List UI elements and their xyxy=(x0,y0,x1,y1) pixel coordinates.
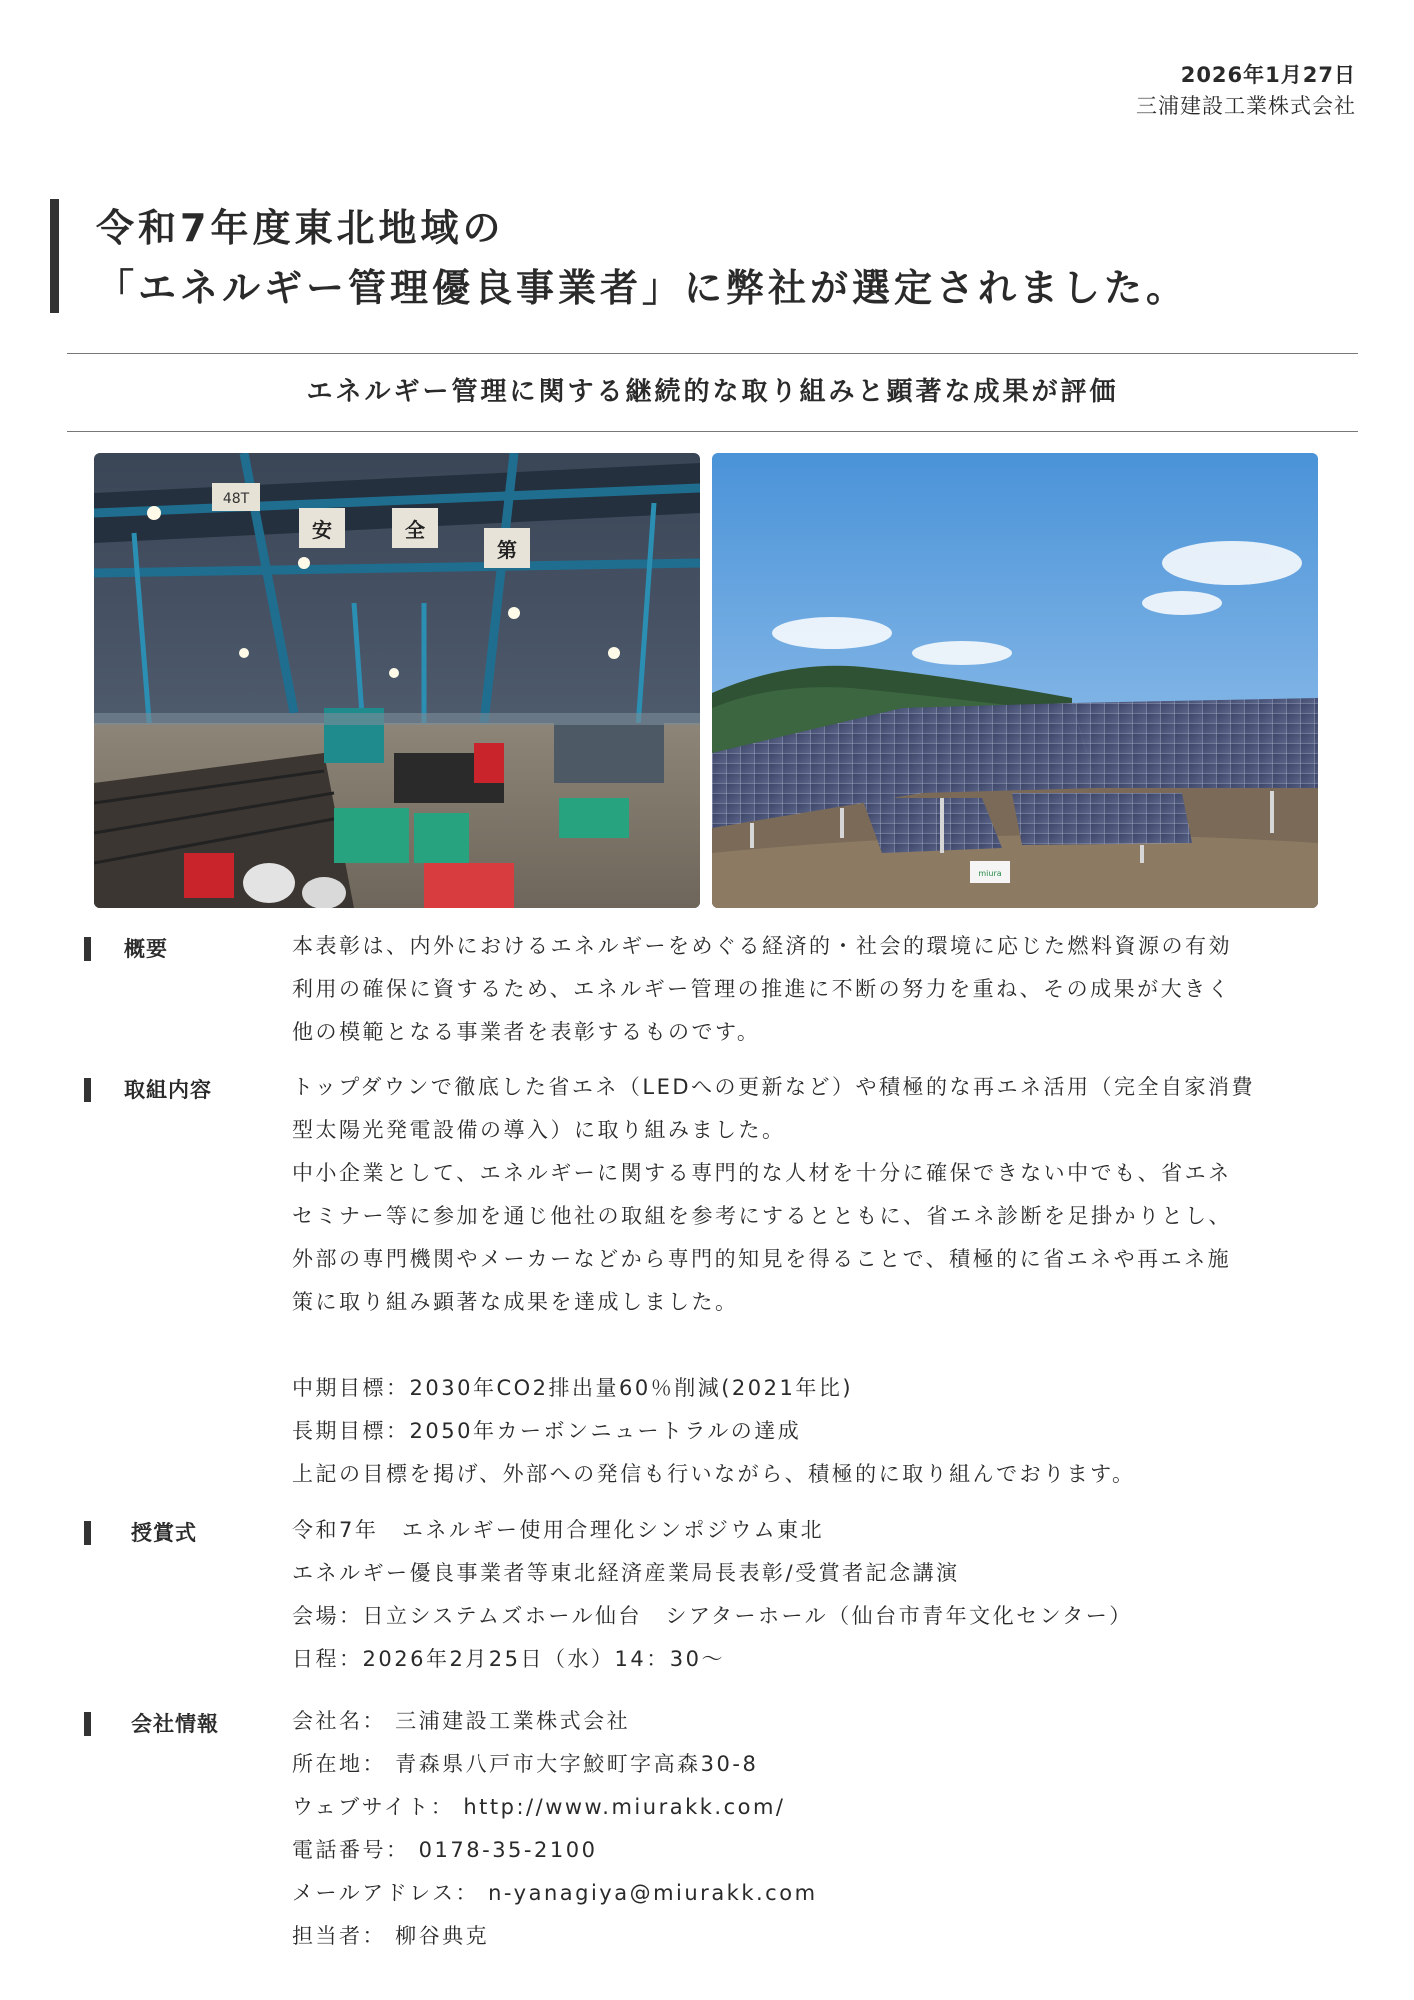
initiatives-marker xyxy=(84,1078,91,1102)
mid-term-goal: 中期目標：2030年CO2排出量60％削減(2021年比) xyxy=(292,1376,854,1400)
solar-power-photo xyxy=(712,453,1318,908)
issuer-company: 三浦建設工業株式会社 xyxy=(1136,94,1356,118)
ceremony-event-name: 令和7年 エネルギー使用合理化シンポジウム東北 xyxy=(292,1518,825,1542)
initiatives-label: 取組内容 xyxy=(124,1078,212,1102)
page-title xyxy=(96,198,1188,318)
ceremony-date: 日程：2026年2月25日（水）14：30〜 xyxy=(292,1647,725,1671)
company-website: ウェブサイト： http://www.miurakk.com/ xyxy=(292,1795,786,1819)
initiatives-spacer xyxy=(292,1324,1342,1367)
ceremony-label: 授賞式 xyxy=(131,1521,197,1545)
initiatives-line: セミナー等に参加を通じ他社の取組を参考にするとともに、省エネ診断を足掛かりとし、 xyxy=(292,1204,1232,1228)
overview-label: 概要 xyxy=(124,937,168,961)
overview-line: 利用の確保に資するため、エネルギー管理の推進に不断の努力を重ね、その成果が大きく xyxy=(292,977,1232,1001)
ceremony-venue: 会場：日立システムズホール仙台 シアターホール（仙台市青年文化センター） xyxy=(292,1604,1133,1628)
overview-body xyxy=(292,925,1342,1054)
release-date: 2026年1月27日 xyxy=(1180,63,1356,87)
initiatives-body xyxy=(292,1066,1342,1496)
subtitle: エネルギー管理に関する継続的な取り組みと顕著な成果が評価 xyxy=(306,377,1119,407)
ceremony-section xyxy=(84,1509,1334,1684)
company-phone: 電話番号： 0178-35-2100 xyxy=(292,1838,598,1862)
overview-section xyxy=(84,925,1334,1055)
ceremony-marker xyxy=(84,1521,91,1545)
company-address: 所在地： 青森県八戸市大字鮫町字高森30-8 xyxy=(292,1752,759,1776)
subtitle-top-divider xyxy=(67,353,1358,354)
header-info xyxy=(1136,60,1356,122)
company-email: メールアドレス： n-yanagiya@miurakk.com xyxy=(292,1881,818,1905)
company-info-body xyxy=(292,1700,1342,1958)
initiatives-line: 中小企業として、エネルギーに関する専門的な人材を十分に確保できない中でも、省エネ xyxy=(292,1161,1232,1185)
initiatives-line: 上記の目標を掲げ、外部への発信も行いながら、積極的に取り組んでおります。 xyxy=(292,1462,1136,1486)
safety-sign-char-2: 全 xyxy=(405,518,425,542)
long-term-goal: 長期目標：2050年カーボンニュートラルの達成 xyxy=(292,1419,802,1443)
title-line-1: 令和7年度東北地域の xyxy=(96,206,505,250)
company-name: 会社名： 三浦建設工業株式会社 xyxy=(292,1709,631,1733)
factory-interior-photo xyxy=(94,453,700,908)
company-info-label: 会社情報 xyxy=(131,1712,219,1736)
safety-sign-char-1: 安 xyxy=(312,518,332,542)
company-contact-person: 担当者： 柳谷典克 xyxy=(292,1924,490,1948)
ceremony-program: エネルギー優良事業者等東北経済産業局長表彰/受賞者記念講演 xyxy=(292,1561,960,1585)
title-line-2: 「エネルギー管理優良事業者」に弊社が選定されました。 xyxy=(96,266,1189,310)
safety-sign-char-3: 第 xyxy=(497,538,517,562)
overview-line: 他の模範となる事業者を表彰するものです。 xyxy=(292,1020,761,1044)
crane-capacity-label: 48T xyxy=(222,491,250,507)
initiatives-line: 外部の専門機関やメーカーなどから専門的知見を得ることで、積極的に省エネや再エネ施 xyxy=(292,1247,1232,1271)
subtitle-bottom-divider xyxy=(67,431,1358,432)
initiatives-line: 策に取り組み顕著な成果を達成しました。 xyxy=(292,1290,739,1314)
company-info-marker xyxy=(84,1712,91,1736)
overview-marker xyxy=(84,937,91,961)
title-accent-bar xyxy=(50,199,59,313)
company-info-section xyxy=(84,1700,1334,1960)
initiatives-line: トップダウンで徹底した省エネ（LEDへの更新など）や積極的な再エネ活用（完全自家消費 xyxy=(292,1075,1256,1099)
initiatives-section xyxy=(84,1066,1334,1496)
overview-line: 本表彰は、内外におけるエネルギーをめぐる経済的・社会的環境に応じた燃料資源の有効 xyxy=(292,934,1232,958)
site-sign-text: miura xyxy=(978,869,1002,878)
initiatives-line: 型太陽光発電設備の導入）に取り組みました。 xyxy=(292,1118,786,1142)
ceremony-body xyxy=(292,1509,1342,1681)
